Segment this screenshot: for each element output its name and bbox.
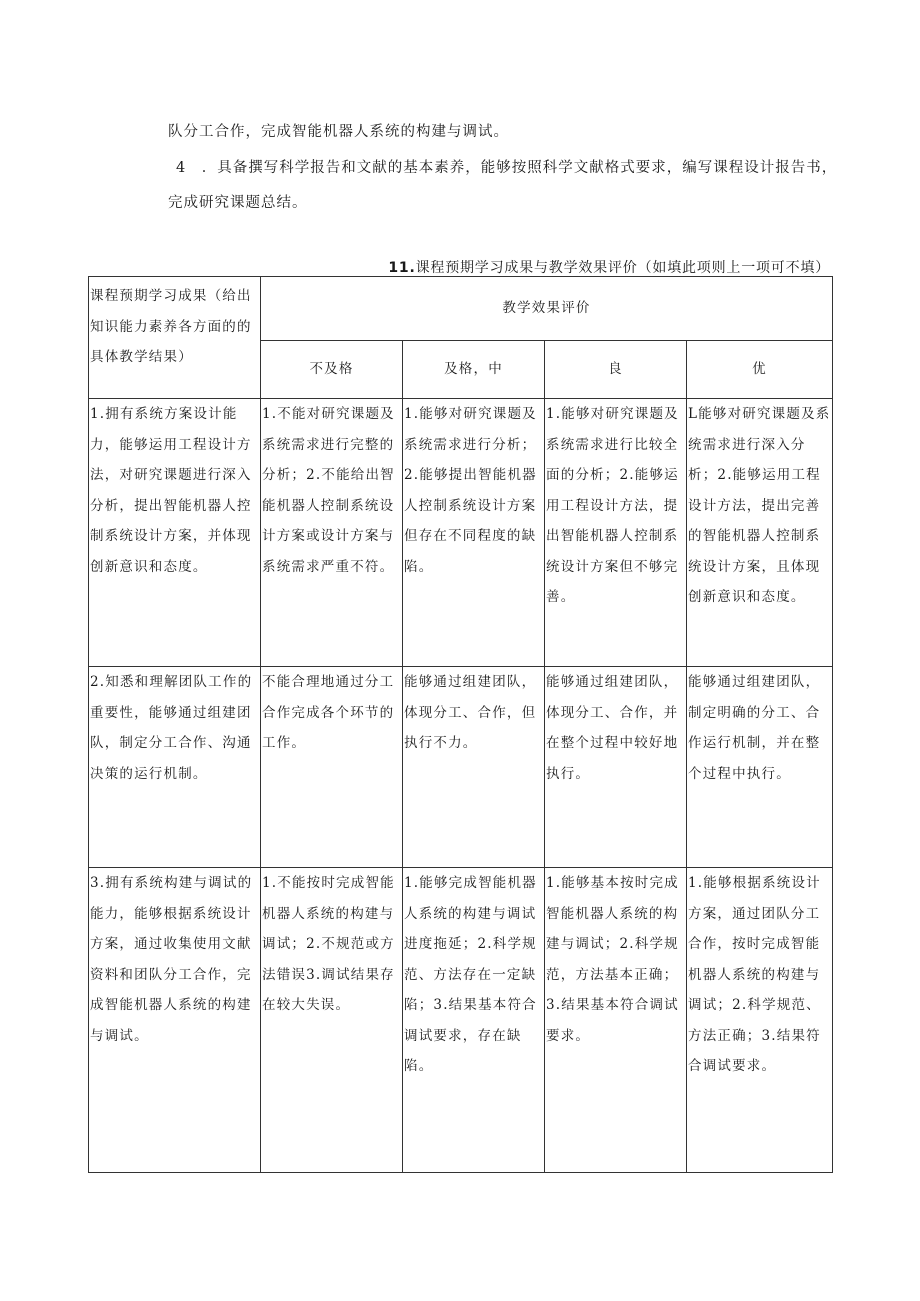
good-cell: 1.能够基本按时完成智能机器人系统的构建与调试；2.科学规范，方法基本正确；3.结果基本符合调试要求。 (545, 868, 687, 1173)
excellent-cell: 能够通过组建团队，制定明确的分工、合作运行机制，并在整个过程中执行。 (687, 667, 833, 868)
excellent-cell: L能够对研究课题及系统需求进行深入分析；2.能够运用工程设计方法，提出完善的智能机器人控制系统设计方案，且体现创新意识和态度。 (687, 399, 833, 667)
intro-line-2: 4 ．具备撰写科学报告和文献的基本素养，能够按照科学文献格式要求，编写课程设计报告书， (176, 160, 838, 176)
header-evaluation: 教学效果评价 (261, 277, 833, 341)
header-grade-good: 良 (545, 341, 687, 399)
header-grade-excellent: 优 (687, 341, 833, 399)
table-row (89, 868, 833, 1173)
table-row (89, 667, 833, 868)
header-grade-fail: 不及格 (261, 341, 403, 399)
pass-cell: 能够通过组建团队，体现分工、合作，但执行不力。 (403, 667, 545, 868)
pass-cell: 1.能够对研究课题及系统需求进行分析；2.能够提出智能机器人控制系统设计方案但存在不同程度的缺陷。 (403, 399, 545, 667)
outcome-cell: 2.知悉和理解团队工作的重要性，能够通过组建团队，制定分工合作、沟通决策的运行机制。 (89, 667, 261, 868)
section-title-text: 课程预期学习成果与教学效果评价（如填此项则上一项可不填） (415, 260, 830, 276)
good-cell: 能够通过组建团队，体现分工、合作，并在整个过程中较好地执行。 (545, 667, 687, 868)
header-outcome: 课程预期学习成果（给出知识能力素养各方面的的具体教学结果） (89, 277, 261, 399)
section-title (388, 257, 830, 277)
outcome-cell: 3.拥有系统构建与调试的能力，能够根据系统设计方案，通过收集使用文献资料和团队分工合作，完成智能机器人系统的构建与调试。 (89, 868, 261, 1173)
header-grade-pass: 及格，中 (403, 341, 545, 399)
fail-cell: 1.不能按时完成智能机器人系统的构建与调试；2.不规范或方法错误3.调试结果存在较大失误。 (261, 868, 403, 1173)
evaluation-table (88, 276, 833, 1173)
fail-cell: 不能合理地通过分工合作完成各个环节的工作。 (261, 667, 403, 868)
pass-cell: 1.能够完成智能机器人系统的构建与调试进度拖延；2.科学规范、方法存在一定缺陷；3.结果基本符合调试要求，存在缺陷。 (403, 868, 545, 1173)
excellent-cell: 1.能够根据系统设计方案，通过团队分工合作，按时完成智能机器人系统的构建与调试；2.科学规范、方法正确；3.结果符合调试要求。 (687, 868, 833, 1173)
section-number: 11. (388, 260, 416, 276)
outcome-cell: 1.拥有系统方案设计能力，能够运用工程设计方法，对研究课题进行深入分析，提出智能机器人控制系统设计方案，并体现创新意识和态度。 (89, 399, 261, 667)
intro-line-3: 完成研究课题总结。 (168, 195, 308, 211)
good-cell: 1.能够对研究课题及系统需求进行比较全面的分析；2.能够运用工程设计方法，提出智能机器人控制系统设计方案但不够完善。 (545, 399, 687, 667)
intro-line-1: 队分工合作，完成智能机器人系统的构建与调试。 (168, 124, 509, 140)
table-row (89, 399, 833, 667)
fail-cell: 1.不能对研究课题及系统需求进行完整的分析；2.不能给出智能机器人控制系统设计方案或设计方案与系统需求严重不符。 (261, 399, 403, 667)
